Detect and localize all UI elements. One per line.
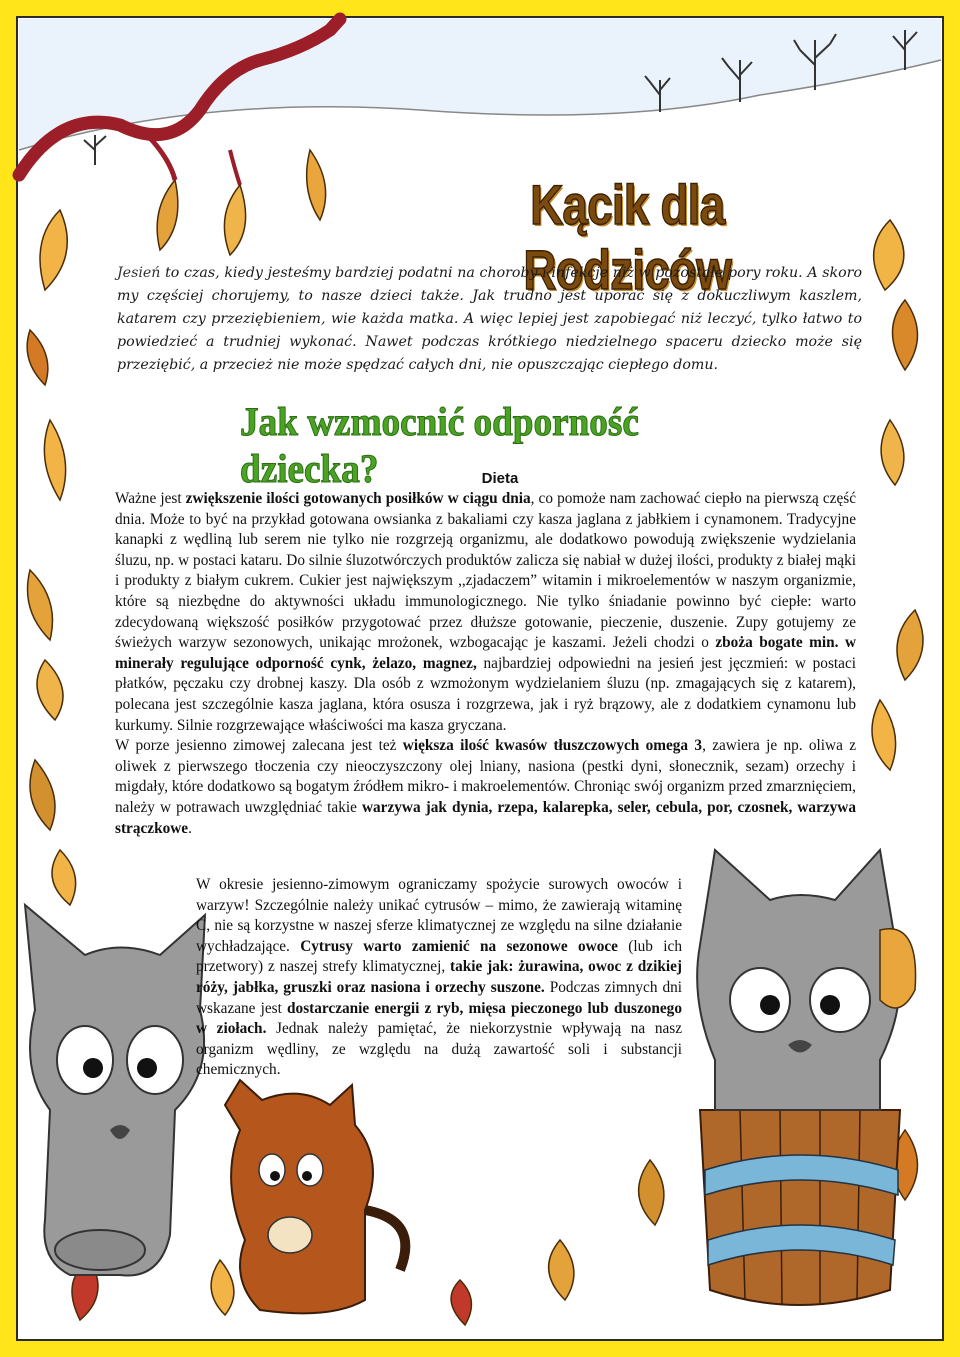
leaf-icon xyxy=(881,420,904,485)
text-run: , co pomoże nam zachować ciepło na pierwszą część dnia. Może to być na przykład gotowana owsianka z bakaliami czy kasza jaglana z jabłkiem i cynamonem. Tradycyjne kanapki z wędliną lub serem nie tylko nie rozgrzeją organizmu, ale dodatkowo powodują zwiększenie wydzielania śluzu, np. w postaci kataru. Do silnie śluzotwórczych produktów zalicza się nabiał w dużej ilości, produkty z białej mąki i produkty z białym cukrem. Cukier jest największym ,,zjadaczem” witamin i mikroelementów w naszym organizmie, które są niezbędne do aktywności układu immunologicznego. Nie tylko śniadanie powinno być ciepłe: warto zdecydowaną większość posiłków przygotować przez dłuższe gotowanie, pieczenie, duszenie. Zupy gotujemy ze świeżych warzyw sezonowych, unikając mrożonek, wzbogacając je kaszami. Jeżeli chodzi o xyxy=(115,490,856,652)
text-bold: zwiększenie ilości gotowanych posiłków w ciągu dnia xyxy=(185,490,531,507)
text-run: Podczas zimnych dni wskazane jest xyxy=(196,978,682,1017)
leaf-icon xyxy=(211,1260,234,1315)
leaf-icon xyxy=(44,420,65,500)
intro-first-word: Jesień xyxy=(117,265,161,281)
leaf-icon xyxy=(28,570,53,640)
paragraph-diet xyxy=(115,489,856,736)
leaf-icon xyxy=(30,760,55,830)
paragraph-fruit xyxy=(196,875,682,1081)
text-bold: takie jak: żurawina, owoc z dzikiej róży, jabłka, gruszki oraz nasiona i orzechy suszone. xyxy=(196,958,682,996)
leaf-icon xyxy=(874,220,904,290)
brown-cat xyxy=(225,1080,405,1313)
text-run: W porze jesienno zimowej zalecana jest też xyxy=(115,737,403,755)
grey-cat-left xyxy=(25,905,205,1276)
text-run: Ważne jest xyxy=(115,490,186,507)
text-bold: Cytrusy warto zamienić na sezonowe owoce xyxy=(300,937,618,955)
text-run: , zawiera je np. oliwa z oliwek z pierwszego tłoczenia czy nieoczyszczony olej lniany, nasiona (pestki dyni, słonecznik, sezam) orzechy i migdały, które dodatkowo są bogatym źródłem mikro- i makroelementów. Chroniąc swój organizm przed zmarznięciem, należy w potrawach uwzględniać takie xyxy=(115,737,856,816)
intro-text: to czas, kiedy jesteśmy bardziej podatni na choroby i infekcje niż w pozostałe pory roku. A skoro my częściej chorujemy, to nasze dzieci także. Jak trudno jest uporać się z dokuczliwym kaszlem, katarem czy przeziębieniem, wie każda matka. A więc lepiej jest zapobiegać niż leczyć, tylko łatwo to powiedzieć a trudniej wykonać. Nawet podczas krótkiego niedzielnego spaceru dziecko może się przeziębić, a przecież nie może spędzać całych dni, nie opuszczając ciepłego domu. xyxy=(117,265,862,373)
leaf-icon xyxy=(224,185,245,255)
leaf-icon xyxy=(451,1280,471,1325)
leaf-icon xyxy=(27,330,48,385)
grey-cat-barrel xyxy=(697,850,915,1305)
leaf-icon xyxy=(307,150,326,220)
text-run: Jednak należy pamiętać, że niekorzystnie wpływają na nasz organizm wędliny, ze względu na dużą zawartość soli i substancji chemicznych. xyxy=(196,1020,682,1079)
leaf-icon xyxy=(40,210,67,290)
leaf-icon xyxy=(549,1240,574,1300)
fruit-text xyxy=(196,875,682,1081)
text-bold: większa ilość kwasów tłuszczowych omega 3 xyxy=(402,737,703,755)
text-bold: warzywa jak dynia, rzepa, kalarepka, seler, cebula, por, czosnek, warzywa strączkowe xyxy=(115,798,856,837)
leaf-icon xyxy=(872,700,896,770)
text-run: W okresie jesienno-zimowym ograniczamy spożycie surowych owoców i warzyw! Szczególnie należy unikać cytrusów – mimo, że zawierają witaminę C, nie są korzystne w naszej sferze klimatycznej ze względu na silne działanie wychładzające. xyxy=(196,876,682,955)
text-run: (lub ich przetwory) z naszej strefy klimatycznej, xyxy=(196,937,682,976)
text-run: najbardziej odpowiedni na jesień jest jęczmień: w postaci płatków, pęczaku czy drobnej kaszy. Dla osób z wzmożonym wydzielaniem śluzu (np. zmagających się z katarem), polecana jest szczególnie kasza jaglana, która osusza i rozgrzewa, jak i ryż brązowy, ale z dodatkiem cynamonu lub kurkumy. Silnie rozgrzewające właściwości ma kasza gryczana. xyxy=(115,654,856,734)
leaf-icon xyxy=(157,180,178,250)
paragraph-omega xyxy=(115,736,856,839)
section-heading: Jak wzmocnić odporność dziecka? xyxy=(240,399,639,491)
leaf-icon xyxy=(52,850,76,905)
intro-paragraph xyxy=(117,262,862,377)
leaf-icon xyxy=(893,300,918,370)
text-bold: dostarczanie energii z ryb, mięsa pieczonego lub duszonego w ziołach. xyxy=(196,999,682,1038)
leaf-icon xyxy=(639,1160,664,1225)
dieta-heading: Dieta xyxy=(481,470,519,487)
page-title: Kącik dla Rodziców xyxy=(523,173,732,301)
leaf-icon xyxy=(897,610,923,680)
text-run: . xyxy=(188,819,192,837)
text-bold: zboża bogate min. w minerały regulujące odporność cynk, żelazo, magnez, xyxy=(115,634,856,672)
main-text xyxy=(115,489,856,839)
leaf-icon xyxy=(37,660,63,720)
